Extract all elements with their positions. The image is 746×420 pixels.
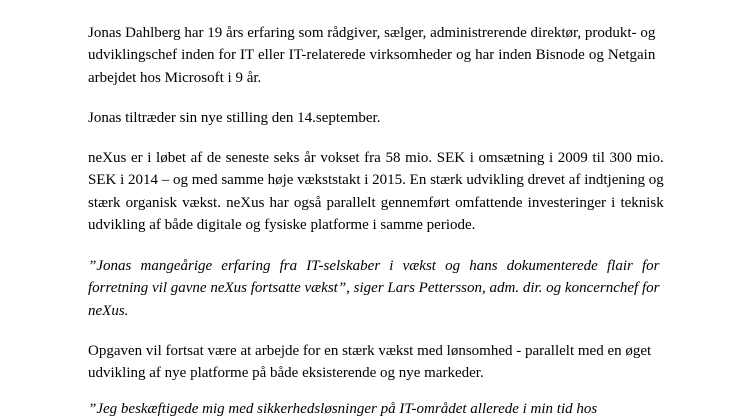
text-line: SEK i 2014 – og med samme høje vækststakt i 2015. En stærk udvikling drevet af indtjening og <box>88 172 664 189</box>
text-line: ”Jeg beskæftigede mig med sikkerhedsløsninger på IT-området allerede i min tid hos <box>88 401 598 417</box>
paragraph-mission <box>88 340 651 385</box>
text-line: Opgaven vil fortsat være at arbejde for en stærk vækst med lønsomhed - parallelt med en øget <box>88 343 652 359</box>
text-line: udvikling af nye platforme på både eksisterende og nye markeder. <box>88 365 484 382</box>
paragraph-quote-jonas <box>88 398 597 420</box>
text-line: Jonas tiltræder sin nye stilling den 14.september. <box>88 110 381 126</box>
paragraph-start-date <box>88 107 380 129</box>
paragraph-bio <box>88 22 655 89</box>
paragraph-growth <box>88 147 664 236</box>
text-line: udviklingschef inden for IT eller IT-relaterede virksomheder og har inden Bisnode og Netgain <box>88 47 656 64</box>
text-line: ”Jonas mangeårige erfaring fra IT-selskaber i vækst og hans dokumenterede flair for <box>88 258 660 274</box>
text-line: neXus. <box>88 302 129 319</box>
text-line: udvikling af både digitale og fysiske platforme i samme periode. <box>88 216 476 233</box>
text-line: neXus er i løbet af de seneste seks år vokset fra 58 mio. SEK i omsætning i 2009 til 300 mio. <box>88 150 664 166</box>
text-line: Jonas Dahlberg har 19 års erfaring som rådgiver, sælger, administrerende direktør, produkt- og <box>88 25 656 41</box>
text-line: arbejdet hos Microsoft i 9 år. <box>88 69 262 86</box>
paragraph-quote-ceo <box>88 255 659 322</box>
text-line: stærk organisk vækst. neXus har også parallelt gennemført omfattende investeringer i teknisk <box>88 194 664 211</box>
text-line: forretning vil gavne neXus fortsatte vækst”, siger Lars Pettersson, adm. dir. og koncernchef for <box>88 280 660 297</box>
